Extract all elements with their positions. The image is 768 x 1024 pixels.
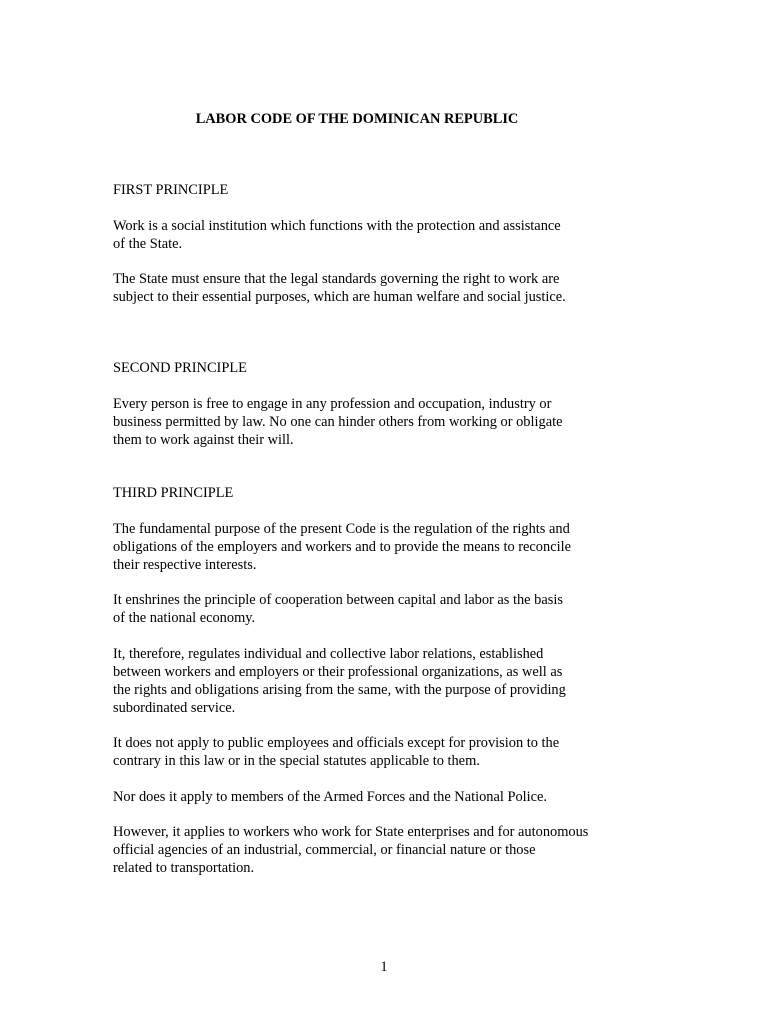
text-line: Every person is free to engage in any profession and occupation, industry or [113, 396, 552, 412]
text-line: It does not apply to public employees and officials except for provision to the [113, 735, 560, 751]
text-line: of the State. [113, 235, 183, 252]
text-line: business permitted by law. No one can hinder others from working or obligate [113, 413, 563, 430]
text-line: The fundamental purpose of the present Code is the regulation of the rights and [113, 521, 570, 537]
third-principle-paragraph-5 [113, 789, 547, 807]
document-title: LABOR CODE OF THE DOMINICAN REPUBLIC [195, 111, 519, 127]
text-line: the rights and obligations arising from the same, with the purpose of providing [113, 681, 566, 698]
third-principle-paragraph-1 [113, 521, 571, 575]
text-line: Work is a social institution which functions with the protection and assistance [113, 218, 561, 234]
third-principle-heading: THIRD PRINCIPLE [113, 485, 234, 501]
second-principle-paragraph-1 [113, 396, 562, 450]
third-principle-paragraph-6 [113, 824, 588, 878]
text-line: The State must ensure that the legal standards governing the right to work are [113, 271, 560, 287]
text-line: related to transportation. [113, 859, 255, 876]
first-principle-heading: FIRST PRINCIPLE [113, 182, 229, 198]
third-principle-paragraph-2 [113, 592, 563, 628]
text-line: of the national economy. [113, 609, 256, 626]
first-principle-paragraph-1 [113, 218, 561, 254]
second-principle-heading: SECOND PRINCIPLE [113, 360, 247, 376]
first-principle-paragraph-2 [113, 271, 566, 307]
text-line: between workers and employers or their professional organizations, as well as [113, 663, 563, 680]
text-line: It enshrines the principle of cooperation between capital and labor as the basis [113, 592, 563, 608]
third-principle-paragraph-4 [113, 735, 559, 771]
third-principle-paragraph-3 [113, 646, 566, 718]
text-line: official agencies of an industrial, commercial, or financial nature or those [113, 841, 536, 858]
text-line: It, therefore, regulates individual and collective labor relations, established [113, 646, 544, 662]
text-line: obligations of the employers and workers and to provide the means to reconcile [113, 538, 571, 555]
page-number: 1 [380, 959, 388, 975]
text-line: Nor does it apply to members of the Armed Forces and the National Police. [113, 789, 548, 805]
text-line: them to work against their will. [113, 431, 294, 448]
text-line: However, it applies to workers who work for State enterprises and for autonomous [113, 824, 589, 840]
text-line: their respective interests. [113, 556, 257, 573]
text-line: subject to their essential purposes, which are human welfare and social justice. [113, 288, 566, 305]
text-line: contrary in this law or in the special statutes applicable to them. [113, 752, 480, 769]
text-line: subordinated service. [113, 699, 236, 716]
